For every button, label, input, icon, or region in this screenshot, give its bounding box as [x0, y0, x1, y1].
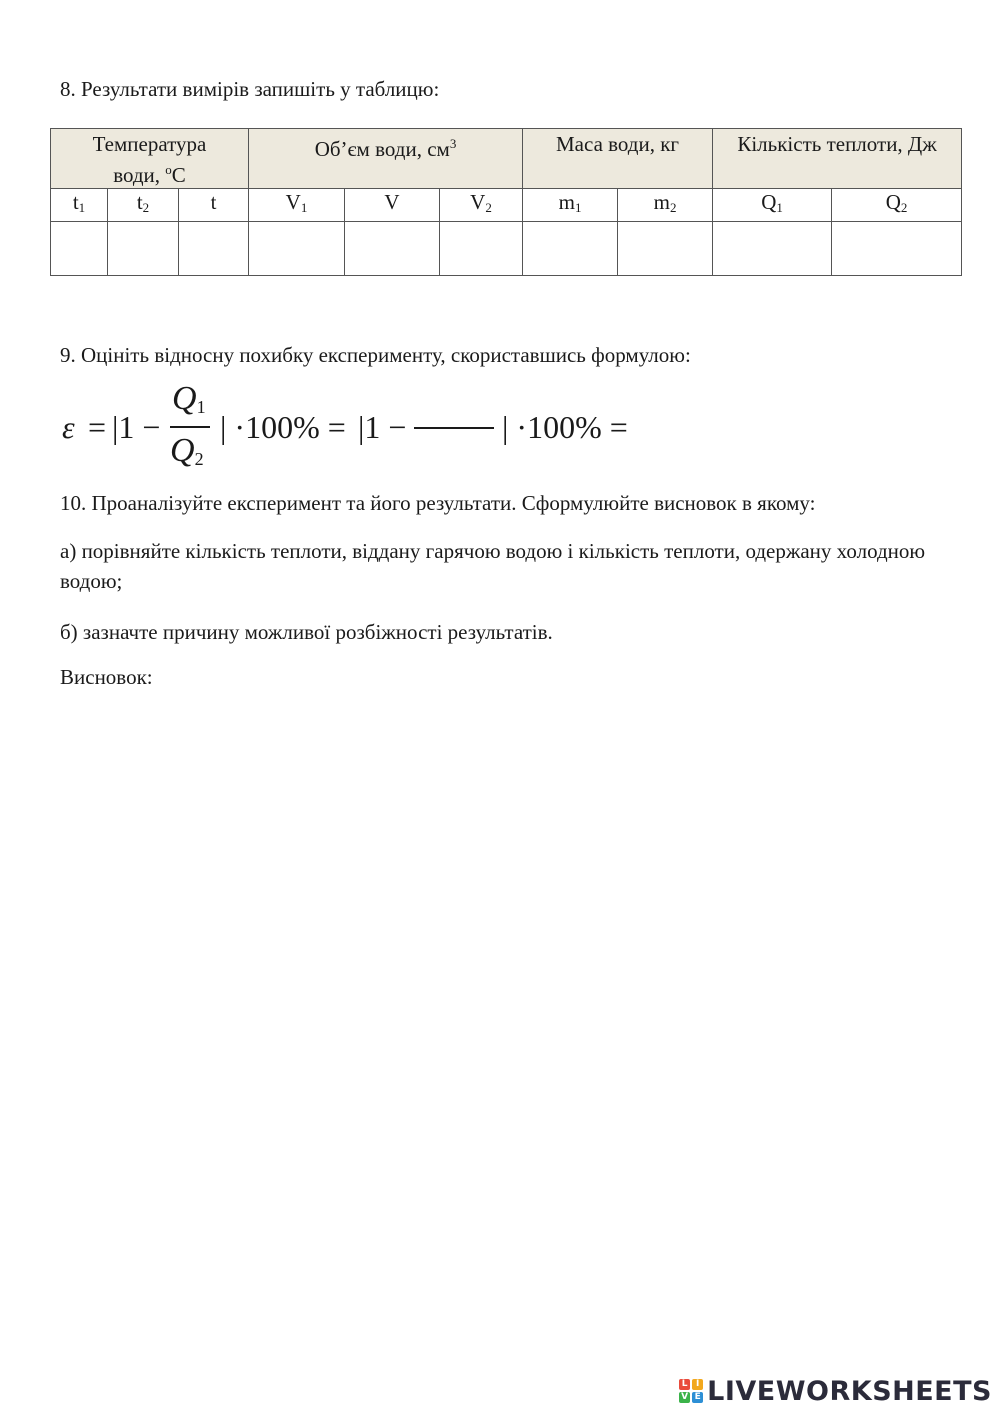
conclusion-label: Висновок:: [60, 665, 153, 689]
col-t: t: [179, 189, 249, 222]
answer-cell-m2[interactable]: [618, 222, 713, 276]
logo-text: LIVEWORKSHEETS: [707, 1375, 992, 1407]
fraction-numerator: $Q_1$: [172, 380, 206, 417]
answer-cell-t[interactable]: [179, 222, 249, 276]
question-8: 8. Результати вимірів запишіть у таблицю:: [60, 77, 440, 101]
equals-sign: =: [88, 409, 107, 445]
answer-cell-v[interactable]: [345, 222, 440, 276]
col-v1: $V_1$: [249, 189, 345, 222]
col-v2: $V_2$: [440, 189, 523, 222]
epsilon-symbol: ε: [62, 409, 75, 445]
answer-cell-q1[interactable]: [713, 222, 832, 276]
col-t1: $t_1$: [51, 189, 108, 222]
col-q1: $Q_1$: [713, 189, 832, 222]
abs-one-minus-2: |1 −: [358, 409, 407, 445]
header-temperature: Температура води, $^o$C: [51, 129, 249, 189]
header-heat: Кількість теплоти, Дж: [713, 129, 962, 189]
col-t2: $t_2$: [108, 189, 179, 222]
header-volume: Об’єм води, $см^3$: [249, 129, 523, 189]
col-v: V: [345, 189, 440, 222]
error-formula: [62, 382, 762, 482]
answer-cell-q2[interactable]: [832, 222, 962, 276]
question-10: 10. Проаналізуйте експеримент та його результати. Сформулюйте висновок в якому:: [60, 491, 816, 515]
question-9: 9. Оцініть відносну похибку експерименту, скориставшись формулою:: [60, 343, 691, 367]
task-a: а) порівняйте кількість теплоти, віддану гарячою водою і кількість теплоти, одержану холодною водою;: [60, 539, 926, 593]
logo-mark-icon: L I V E: [679, 1379, 703, 1403]
times-100-percent: | ·100% =: [220, 409, 346, 445]
answer-cell-m1[interactable]: [523, 222, 618, 276]
results-table: [50, 128, 962, 276]
col-q2: $Q_2$: [832, 189, 962, 222]
task-b: б) зазначте причину можливої розбіжності результатів.: [60, 620, 553, 644]
answer-cell-v2[interactable]: [440, 222, 523, 276]
col-m1: $m_1$: [523, 189, 618, 222]
header-mass: Маса води, кг: [523, 129, 713, 189]
liveworksheets-logo: [679, 1375, 992, 1407]
col-m2: $m_2$: [618, 189, 713, 222]
abs-one-minus: |1 −: [112, 409, 161, 445]
answer-cell-t1[interactable]: [51, 222, 108, 276]
times-100-percent-end: | ·100% =: [502, 409, 628, 445]
fraction-bar: [170, 426, 210, 428]
fraction-denominator: $Q_2$: [170, 432, 204, 469]
answer-cell-v1[interactable]: [249, 222, 345, 276]
answer-cell-t2[interactable]: [108, 222, 179, 276]
blank-fraction-line[interactable]: [414, 427, 494, 429]
